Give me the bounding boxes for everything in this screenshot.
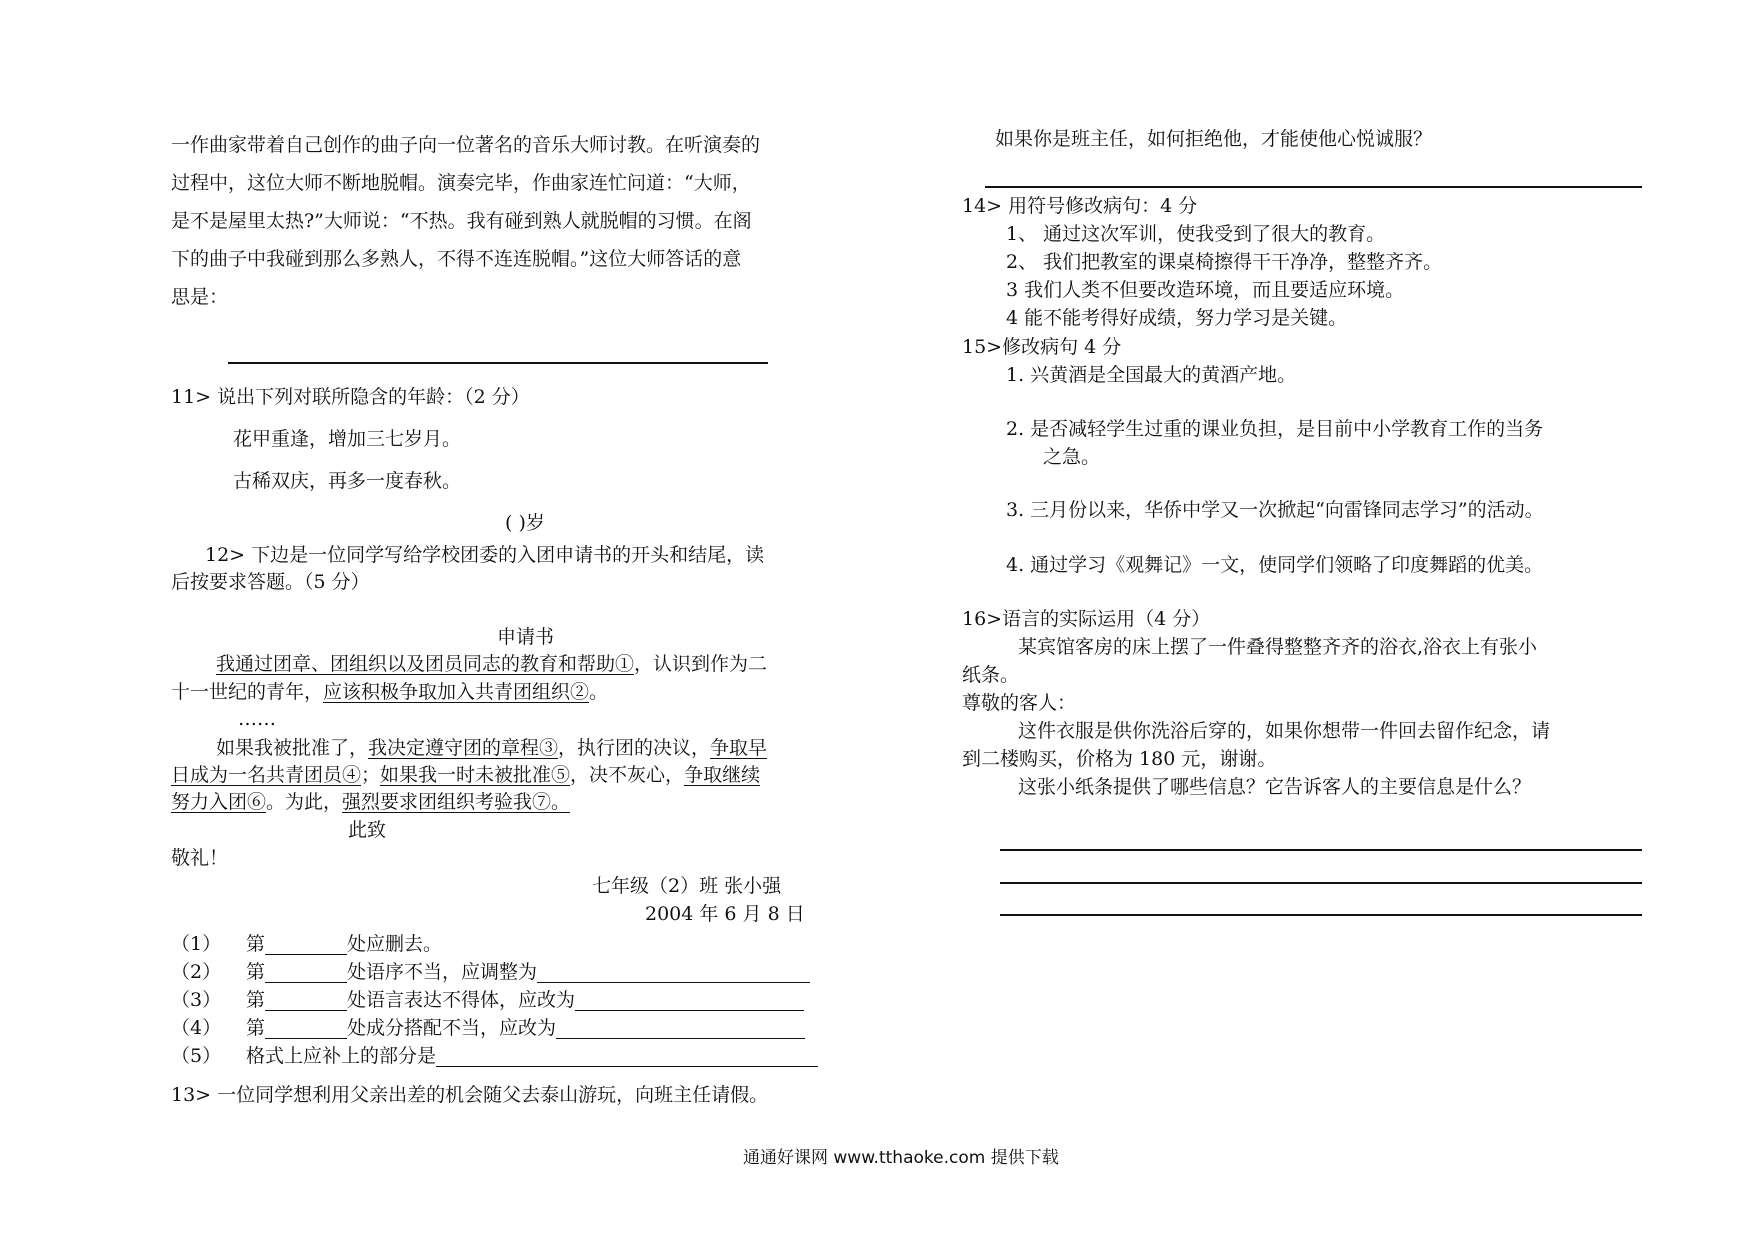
blank-field[interactable]	[265, 934, 347, 955]
blank-field[interactable]	[436, 1046, 818, 1067]
q11-answer[interactable]: ( )岁	[505, 512, 545, 534]
blank-field[interactable]	[575, 990, 804, 1011]
blank-field[interactable]	[265, 1018, 347, 1039]
blank-field[interactable]	[556, 1018, 805, 1039]
letter-line: 如果我被批准了，我决定遵守团的章程③，执行团的决议，争取早	[216, 737, 768, 759]
q14-item: 3 我们人类不但要改造环境，而且要适应环境。	[1006, 279, 1405, 301]
q15-item: 2. 是否减轻学生过重的课业负担，是目前中小学教育工作的当务	[1006, 418, 1544, 440]
letter-ellipsis: ……	[238, 708, 276, 730]
marked-phrase-2: 应该积极争取加入共青团组织②	[323, 681, 590, 703]
answer-line[interactable]	[1000, 914, 1642, 916]
marked-phrase-4: 争取早	[710, 737, 768, 759]
q15-item: 4. 通过学习《观舞记》一文，使同学们领略了印度舞蹈的优美。	[1006, 554, 1544, 576]
letter-signature: 七年级（2）班 张小强	[592, 875, 782, 897]
answer-line[interactable]	[1000, 882, 1642, 884]
note-text: 这件衣服是供你洗浴后穿的，如果你想带一件回去留作纪念，请	[1018, 720, 1551, 742]
answer-line[interactable]	[985, 186, 1642, 188]
blank-field[interactable]	[537, 962, 810, 983]
letter-salutation: 敬礼！	[171, 847, 229, 869]
letter-title: 申请书	[497, 626, 555, 648]
q12-item: （2） 第 处语序不当，应调整为	[171, 960, 810, 984]
blank-field[interactable]	[265, 990, 347, 1011]
q16-text: 某宾馆客房的床上摆了一件叠得整整齐齐的浴衣,浴衣上有张小	[1018, 636, 1538, 658]
letter-date: 2004 年 6 月 8 日	[645, 903, 805, 925]
q16-title: 16>语言的实际运用（4 分）	[962, 608, 1211, 630]
q11-title: 11> 说出下列对联所隐含的年龄：（2 分）	[171, 386, 530, 408]
q16-question: 这张小纸条提供了哪些信息？它告诉客人的主要信息是什么？	[1018, 776, 1532, 798]
letter-line: 努力入团⑥。为此，强烈要求团组织考验我⑦。	[171, 791, 571, 813]
passage-line: 思是：	[171, 286, 229, 308]
q14-item: 2、 我们把教室的课桌椅擦得干干净净，整整齐齐。	[1006, 251, 1443, 273]
blank-field[interactable]	[265, 962, 347, 983]
note-text: 到二楼购买，价格为 180 元，谢谢。	[962, 748, 1277, 770]
marked-phrase-1: 我通过团章、团组织以及团员同志的教育和帮助①	[216, 653, 635, 675]
passage-line: 是不是屋里太热?”大师说：“不热。我有碰到熟人就脱帽的习惯。在阁	[171, 210, 752, 232]
q12-item: （4） 第 处成分搭配不当，应改为	[171, 1016, 805, 1040]
marked-phrase-7: 强烈要求团组织考验我⑦。	[342, 791, 571, 813]
passage-line: 过程中，这位大师不断地脱帽。演奏完毕，作曲家连忙问道：“大师，	[171, 172, 751, 194]
letter-line: 我通过团章、团组织以及团员同志的教育和帮助①，认识到作为二	[216, 653, 768, 675]
q15-item: 3. 三月份以来，华侨中学又一次掀起“向雷锋同志学习”的活动。	[1006, 499, 1544, 521]
q16-text: 纸条。	[962, 664, 1020, 686]
q14-item: 4 能不能考得好成绩，努力学习是关键。	[1006, 307, 1348, 329]
q11-couplet-2: 古稀双庆，再多一度春秋。	[233, 470, 462, 492]
q14-title: 14> 用符号修改病句：4 分	[962, 195, 1198, 217]
q15-item: 1. 兴黄酒是全国最大的黄酒产地。	[1006, 364, 1297, 386]
q12-item: （5） 格式上应补上的部分是	[171, 1044, 818, 1068]
passage-line: 一作曲家带着自己创作的曲子向一位著名的音乐大师讨教。在听演奏的	[171, 134, 761, 156]
marked-phrase-6: 争取继续	[684, 764, 761, 786]
note-greeting: 尊敬的客人：	[962, 692, 1077, 714]
letter-line: 十一世纪的青年，应该积极争取加入共青团组织②。	[171, 681, 609, 703]
q15-item: 之急。	[1043, 446, 1101, 468]
q12-intro: 后按要求答题。（5 分）	[171, 571, 370, 593]
q13-title: 13> 一位同学想利用父亲出差的机会随父去泰山游玩，向班主任请假。	[171, 1084, 769, 1106]
marked-phrase-5: 如果我一时未被批准⑤	[380, 764, 571, 786]
marked-phrase-3: 我决定遵守团的章程③	[368, 737, 559, 759]
answer-line[interactable]	[1000, 849, 1642, 851]
passage-line: 下的曲子中我碰到那么多熟人，不得不连连脱帽。”这位大师答话的意	[171, 248, 742, 270]
page-footer: 通通好课网 www.tthaoke.com 提供下载	[743, 1148, 1059, 1168]
q12-item: （3） 第 处语言表达不得体，应改为	[171, 988, 804, 1012]
q12-intro: 12> 下边是一位同学写给学校团委的入团申请书的开头和结尾，读	[205, 544, 765, 566]
q13-question: 如果你是班主任，如何拒绝他，才能使他心悦诚服？	[995, 128, 1433, 150]
answer-line[interactable]	[228, 362, 768, 364]
letter-closing: 此致	[348, 819, 387, 841]
q14-item: 1、 通过这次军训，使我受到了很大的教育。	[1006, 223, 1386, 245]
q15-title: 15>修改病句 4 分	[962, 336, 1122, 358]
q11-couplet-1: 花甲重逢，增加三七岁月。	[233, 428, 462, 450]
letter-line: 日成为一名共青团员④；如果我一时未被批准⑤，决不灰心，争取继续	[171, 764, 761, 786]
q12-item: （1） 第 处应删去。	[171, 933, 443, 955]
